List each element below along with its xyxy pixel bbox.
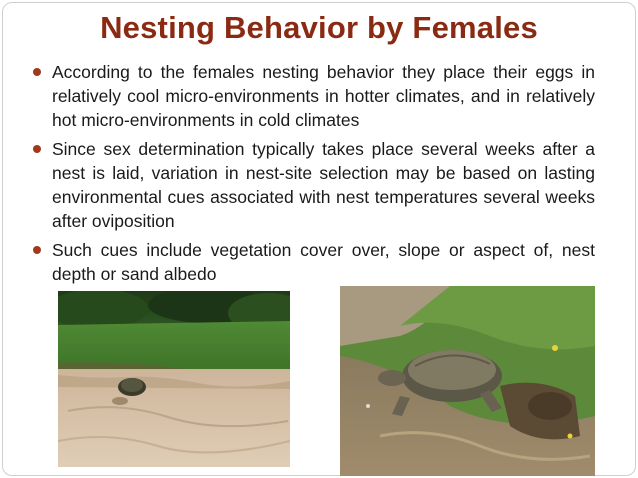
bullet-item: [33, 238, 595, 286]
turtle-sand-bank-photo: [58, 291, 290, 467]
bullet-dot-icon: [33, 68, 41, 76]
bullet-dot-icon: [33, 145, 41, 153]
bullet-text: According to the females nesting behavior they place their eggs in relatively cool micro-environments in hotter climates, and in relatively hot micro-environments in cold climates: [52, 62, 595, 130]
bullet-item: [33, 60, 595, 132]
bullet-list: [33, 60, 595, 291]
bullet-text: Such cues include vegetation cover over, slope or aspect of, nest depth or sand albedo: [52, 240, 595, 284]
bullet-dot-icon: [33, 246, 41, 254]
slide-title: Nesting Behavior by Females: [100, 10, 538, 45]
snapping-turtle-nesting-photo: [340, 286, 595, 476]
bullet-item: [33, 137, 595, 233]
bullet-text: Since sex determination typically takes place several weeks after a nest is laid, variation in nest-site selection may be based on lasting environmental cues associated with nest temperatures several weeks after oviposition: [52, 139, 595, 231]
